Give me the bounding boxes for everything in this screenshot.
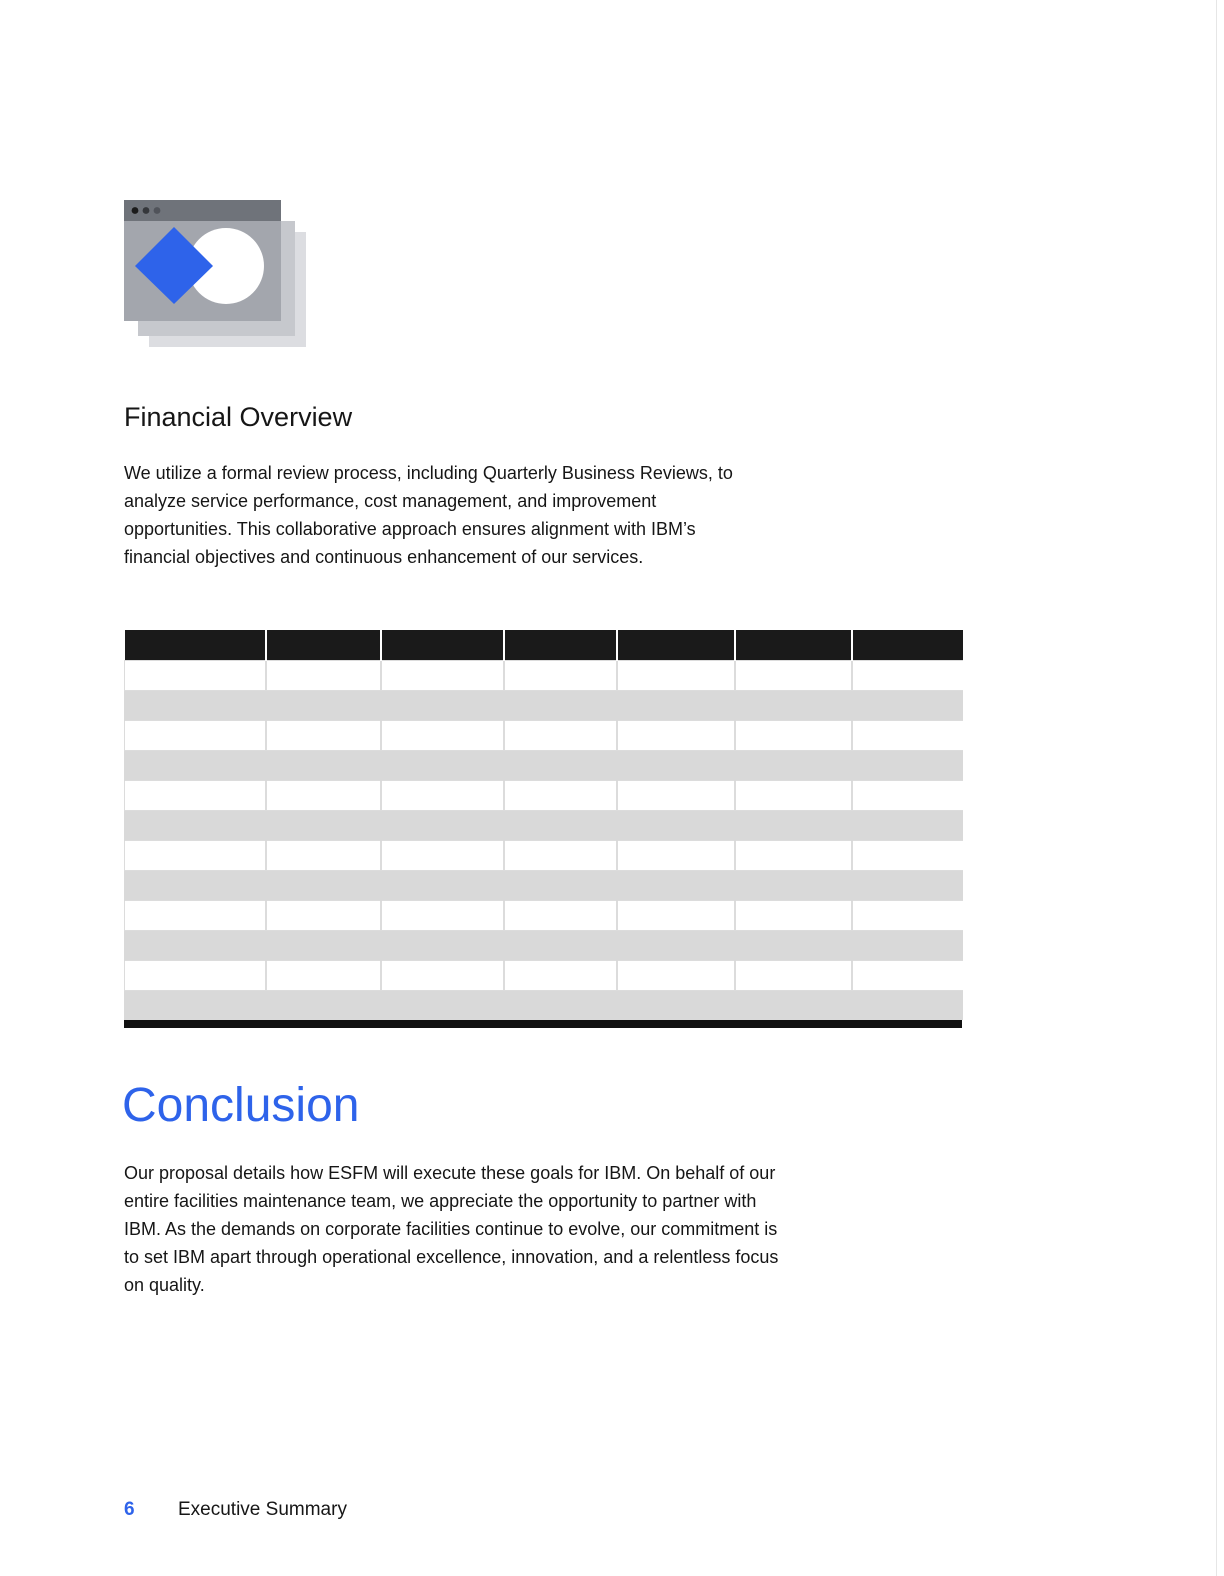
- table-cell: [266, 901, 381, 931]
- financial-table-grid: [124, 630, 963, 1020]
- window-dot-icon: [154, 207, 161, 214]
- table-cell: [381, 751, 504, 781]
- window-dot-icon: [132, 207, 139, 214]
- table-cell: [617, 721, 735, 751]
- table-cell: [125, 661, 266, 691]
- table-cell: [125, 961, 266, 991]
- table-cell: [266, 721, 381, 751]
- table-cell: [852, 661, 963, 691]
- table-cell: [266, 781, 381, 811]
- table-cell: [266, 991, 381, 1021]
- table-cell: [381, 691, 504, 721]
- table-row: [125, 871, 963, 901]
- table-header-cell: [617, 630, 735, 661]
- table-cell: [381, 991, 504, 1021]
- table-row: [125, 961, 963, 991]
- table-row: [125, 751, 963, 781]
- table-row: [125, 931, 963, 961]
- table-cell: [617, 871, 735, 901]
- table-cell: [617, 841, 735, 871]
- table-cell: [852, 961, 963, 991]
- financial-overview-paragraph: We utilize a formal review process, including Quarterly Business Reviews, to analyze service performance, cost management, and improvement opportunities. This collaborative approach ensures alignment with IBM’s financial objectives and continuous enhancement of our services.: [124, 463, 733, 567]
- table-row: [125, 841, 963, 871]
- table-cell: [617, 931, 735, 961]
- table-cell: [852, 811, 963, 841]
- table-cell: [504, 781, 617, 811]
- table-cell: [125, 691, 266, 721]
- table-cell: [617, 961, 735, 991]
- table-row: [125, 781, 963, 811]
- table-cell: [852, 841, 963, 871]
- window-dot-icon: [143, 207, 150, 214]
- table-cell: [504, 961, 617, 991]
- table-cell: [617, 811, 735, 841]
- table-cell: [266, 811, 381, 841]
- table-header-cell: [381, 630, 504, 661]
- table-row: [125, 991, 963, 1021]
- table-cell: [735, 841, 852, 871]
- table-cell: [266, 871, 381, 901]
- table-cell: [617, 751, 735, 781]
- financial-table: [124, 630, 962, 1028]
- table-cell: [852, 691, 963, 721]
- table-cell: [617, 661, 735, 691]
- table-cell: [852, 871, 963, 901]
- table-cell: [381, 811, 504, 841]
- table-cell: [125, 871, 266, 901]
- table-cell: [852, 991, 963, 1021]
- table-cell: [381, 841, 504, 871]
- table-cell: [504, 931, 617, 961]
- table-row: [125, 811, 963, 841]
- table-header-cell: [125, 630, 266, 661]
- table-cell: [735, 751, 852, 781]
- table-cell: [266, 961, 381, 991]
- table-cell: [852, 721, 963, 751]
- table-cell: [125, 901, 266, 931]
- table-cell: [125, 841, 266, 871]
- table-cell: [125, 931, 266, 961]
- page-footer: [124, 1499, 347, 1521]
- page-edge: [1214, 0, 1224, 1576]
- table-cell: [735, 811, 852, 841]
- table-cell: [504, 871, 617, 901]
- table-cell: [852, 751, 963, 781]
- table-cell: [504, 661, 617, 691]
- table-cell: [125, 751, 266, 781]
- table-header-row: [125, 630, 963, 661]
- table-cell: [735, 661, 852, 691]
- conclusion-heading: Conclusion: [122, 1079, 360, 1132]
- table-header-cell: [735, 630, 852, 661]
- table-cell: [852, 781, 963, 811]
- table-cell: [617, 991, 735, 1021]
- footer-section-title: Executive Summary: [178, 1499, 347, 1520]
- table-cell: [125, 991, 266, 1021]
- table-cell: [266, 751, 381, 781]
- table-cell: [617, 781, 735, 811]
- table-cell: [381, 901, 504, 931]
- table-row: [125, 901, 963, 931]
- table-cell: [266, 841, 381, 871]
- table-cell: [735, 721, 852, 751]
- table-cell: [735, 871, 852, 901]
- table-cell: [125, 721, 266, 751]
- table-cell: [504, 991, 617, 1021]
- table-cell: [735, 901, 852, 931]
- table-header-cell: [852, 630, 963, 661]
- table-cell: [735, 691, 852, 721]
- table-cell: [735, 931, 852, 961]
- table-cell: [504, 811, 617, 841]
- table-cell: [381, 661, 504, 691]
- table-cell: [381, 781, 504, 811]
- table-bottom-rule: [124, 1020, 962, 1028]
- table-cell: [381, 721, 504, 751]
- table-cell: [504, 841, 617, 871]
- page-number: 6: [124, 1499, 135, 1520]
- table-cell: [735, 991, 852, 1021]
- table-cell: [266, 661, 381, 691]
- table-cell: [504, 751, 617, 781]
- table-cell: [125, 811, 266, 841]
- table-cell: [735, 781, 852, 811]
- table-cell: [381, 871, 504, 901]
- table-cell: [381, 961, 504, 991]
- window-shapes-illustration: [124, 200, 308, 348]
- table-row: [125, 691, 963, 721]
- conclusion-paragraph: Our proposal details how ESFM will execute these goals for IBM. On behalf of our entire facilities maintenance team, we appreciate the opportunity to partner with IBM. As the demands on corporate facilities continue to evolve, our commitment is to set IBM apart through operational excellence, innovation, and a relentless focus on quality.: [124, 1163, 779, 1295]
- table-header-cell: [504, 630, 617, 661]
- table-cell: [852, 931, 963, 961]
- table-cell: [381, 931, 504, 961]
- table-cell: [125, 781, 266, 811]
- table-row: [125, 661, 963, 691]
- table-cell: [504, 691, 617, 721]
- table-cell: [266, 691, 381, 721]
- table-cell: [617, 901, 735, 931]
- table-cell: [617, 691, 735, 721]
- table-cell: [266, 931, 381, 961]
- table-cell: [504, 901, 617, 931]
- table-cell: [504, 721, 617, 751]
- financial-overview-heading: Financial Overview: [124, 402, 353, 432]
- table-cell: [735, 961, 852, 991]
- table-cell: [852, 901, 963, 931]
- table-row: [125, 721, 963, 751]
- table-header-cell: [266, 630, 381, 661]
